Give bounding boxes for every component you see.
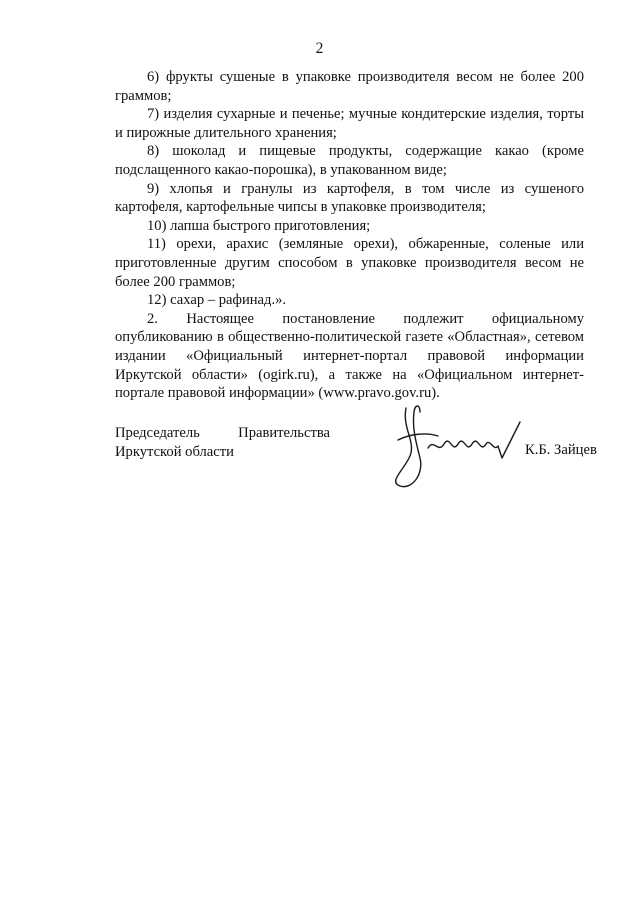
- list-item-6: 6) фрукты сушеные в упаковке производителя весом не более 200 граммов;: [115, 69, 584, 104]
- list-item-10: 10) лапша быстрого приготовления;: [147, 217, 371, 234]
- signatory-title: [115, 424, 330, 461]
- signatory-title-word2: Правительства: [238, 425, 330, 441]
- page-number: 2: [315, 40, 324, 57]
- list-item-7: 7) изделия сухарные и печенье; мучные кондитерские изделия, торты и пирожные длительного хранения;: [115, 106, 584, 141]
- list-item-11: 11) орехи, арахис (земляные орехи), обжаренные, соленые или приготовленные другим способом в упаковке производителя весом не более 200 граммов;: [115, 236, 584, 290]
- signatory-title-line2: Иркутской области: [115, 443, 234, 460]
- list-item-8: 8) шоколад и пищевые продукты, содержащие какао (кроме подслащенного какао-порошка), в упакованном виде;: [115, 143, 584, 178]
- document-body: [115, 68, 584, 403]
- signatory-name: К.Б. Зайцев: [525, 442, 597, 458]
- publication-clause: 2. Настоящее постановление подлежит официальному опубликованию в общественно-политической газете «Областная», сетевом издании «Официальный интернет-портал правовой информации Иркутской области» (ogirk.ru), а также на «Официальном интернет-портале правовой информации» (www.pravo.gov.ru).: [115, 310, 584, 402]
- list-item-12: 12) сахар – рафинад.».: [147, 292, 287, 309]
- list-item-9: 9) хлопья и гранулы из картофеля, в том числе из сушеного картофеля, картофельные чипсы в упаковке производителя;: [115, 180, 584, 216]
- handwritten-signature: [380, 398, 530, 490]
- signatory-title-word1: Председатель: [115, 425, 200, 441]
